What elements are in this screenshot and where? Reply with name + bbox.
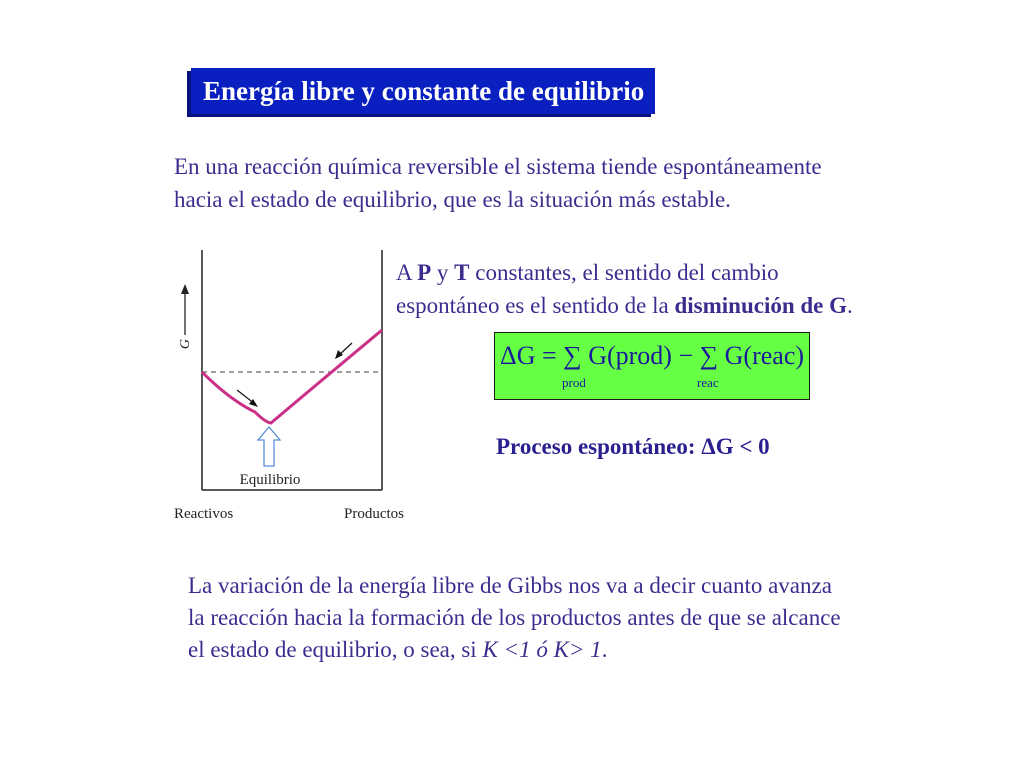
k-condition: K <1 ó K> 1 <box>482 637 602 662</box>
text-fragment: constantes, el sentido del cambio <box>469 260 779 285</box>
reactivos-label: Reactivos <box>174 506 234 522</box>
constant-pt-paragraph <box>396 256 956 322</box>
equilibrium-arrow <box>258 427 280 466</box>
temperature-symbol: T <box>454 260 470 285</box>
delta-g-formula-box <box>494 332 810 400</box>
equilibrium-label: Equilibrio <box>239 472 301 488</box>
y-axis-label: G <box>178 338 193 350</box>
decrease-g-text: disminución de G <box>674 293 848 318</box>
intro-line-2: hacia el estado de equilibrio, que es la situación más estable. <box>174 187 731 212</box>
formula-subscript-prod: prod <box>562 375 586 390</box>
slide-title: Energía libre y constante de equilibrio <box>191 68 655 114</box>
text-fragment: A <box>396 260 418 285</box>
intro-paragraph <box>174 150 934 216</box>
text-fragment: . <box>601 637 608 662</box>
productos-label: Productos <box>344 506 404 522</box>
pressure-symbol: P <box>417 260 432 285</box>
constant-pt-line-1 <box>396 256 956 289</box>
gibbs-paragraph <box>188 570 968 666</box>
spontaneous-condition: Proceso espontáneo: ΔG < 0 <box>496 434 770 459</box>
formula-subscript-reac: reac <box>697 375 719 390</box>
intro-line-1: En una reacción química reversible el sistema tiende espontáneamente <box>174 154 822 179</box>
text-fragment: . <box>847 293 853 318</box>
right-descent-arrowhead <box>335 350 343 359</box>
gibbs-line-3 <box>188 634 968 666</box>
delta-g-formula: ΔG = ∑ G(prod) − ∑ G(reac) <box>500 341 805 370</box>
text-fragment: el estado de equilibrio, o sea, si <box>188 637 483 662</box>
text-fragment: y <box>431 260 455 285</box>
constant-pt-line-2 <box>396 289 956 322</box>
g-arrowhead <box>181 284 189 294</box>
text-fragment: espontáneo es el sentido de la <box>396 293 675 318</box>
gibbs-curve <box>202 330 382 423</box>
gibbs-line-1: La variación de la energía libre de Gibbs nos va a decir cuanto avanza <box>188 573 832 598</box>
gibbs-energy-diagram <box>160 240 420 530</box>
gibbs-line-2: la reacción hacia la formación de los productos antes de que se alcance <box>188 605 841 630</box>
